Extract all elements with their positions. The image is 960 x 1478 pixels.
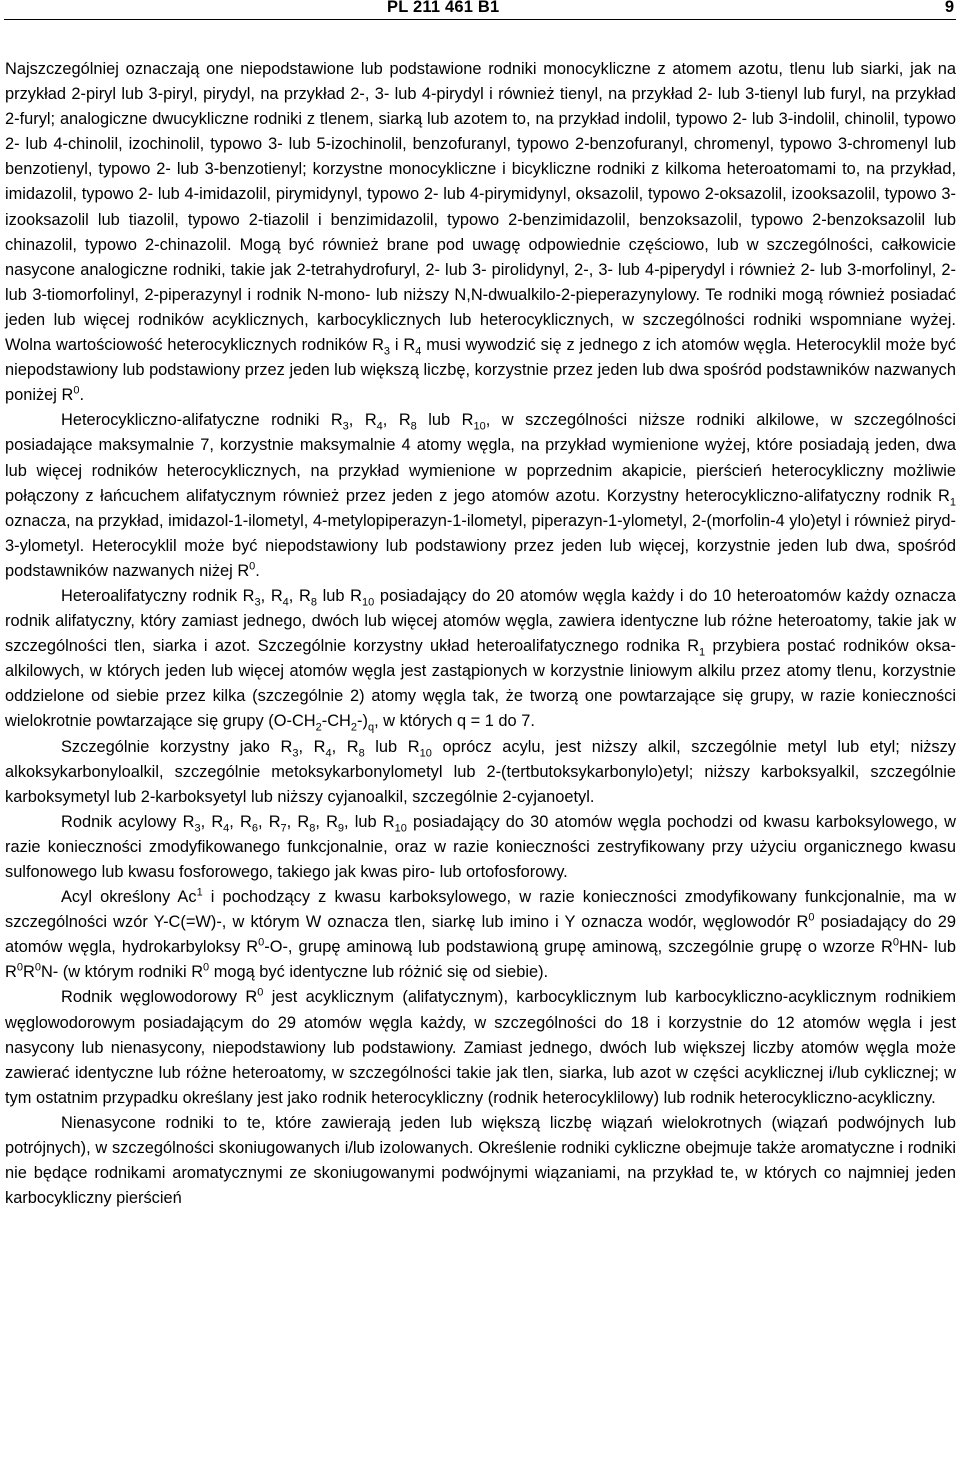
text-run: , R — [257, 812, 281, 831]
subscript: 1 — [949, 495, 956, 508]
paragraph — [5, 985, 956, 1110]
text-run: mogą być identyczne lub różnić się od siebie). — [209, 963, 549, 982]
text-run: Heterocykliczno-alifatyczne rodniki R — [61, 411, 343, 430]
text-run: posiadający do 20 atomów węgla każdy i do 10 heteroatomów każdy oznacza rodnik alifatyczny, który zamiast jednego, dwóch lub więcej atomów węgla, zawiera identyczne lub różne heteroatomy, takie jak w szczególności tlen, siarka i azot. Szczególnie korzystny układ heteroalifatycznego rodnika R — [5, 586, 956, 656]
text-run: . — [255, 561, 260, 580]
paragraph — [5, 408, 956, 584]
text-run: , lub R — [344, 812, 395, 831]
text-run: , R — [200, 812, 224, 831]
text-run: , R — [288, 586, 311, 605]
page-header — [0, 0, 960, 18]
subscript: 4 — [325, 746, 332, 759]
subscript: 10 — [361, 596, 375, 609]
subscript: 3 — [254, 596, 261, 609]
subscript: 4 — [282, 596, 289, 609]
superscript: 0 — [73, 384, 80, 397]
text-run: -O-, grupę aminową lub podstawioną grupę aminową, szczególnie grupę o wzorze R — [264, 938, 893, 957]
text-run: jest acyklicznym (alifatycznym), karbocyklicznym lub karbocykliczno-acyklicznym rodnikiem węglowodorowym posiadającym do 29 atomów węgla każdy, w szczególności do 18 i korzystnie do 12 atomów węgla i jest nasycony lub nienasycony, niepodstawiony lub podstawiony. Zamiast jednego, dwóch lub większej liczby atomów węgla może zawierać identyczne lub różne heteroatomy, w szczególności takie jak tlen, siarka, lub azot w części acyklicznej i/lub cyklicznej; w tym ostatnim przypadku określany jest jako rodnik heterocykliczny (rodnik heterocyklilowy) lub rodnik heterocykliczno-acykliczny. — [5, 988, 956, 1107]
superscript: 0 — [34, 961, 41, 974]
text-run: , w których q = 1 do 7. — [374, 712, 535, 731]
text-run: -CH — [321, 712, 351, 731]
subscript: 8 — [309, 822, 316, 835]
subscript: 2 — [350, 721, 358, 734]
text-run: Nienasycone rodniki to te, które zawierają jeden lub większą liczbę wiązań wielokrotnych (wiązań podwójnych lub potrójnych), w szczególności skoniugowanych i/lub izolowanych. Określenie rodniki cykliczne obejmuje także aromatyczne i rodniki nie będące rodnikami aromatycznymi ze skoniugowanymi podwójnymi wiązaniami, na przykład te, w których co najmniej jeden karbocykliczny pierścień — [5, 1113, 956, 1208]
text-run: , R — [298, 737, 326, 756]
superscript: 0 — [258, 936, 265, 949]
superscript: 0 — [257, 987, 264, 999]
superscript: 0 — [16, 961, 23, 974]
superscript: 0 — [203, 961, 210, 974]
superscript: 0 — [892, 936, 899, 949]
superscript: 0 — [249, 560, 256, 573]
text-run: , R — [229, 812, 252, 831]
paragraph — [5, 57, 956, 408]
subscript: 8 — [410, 420, 417, 433]
text-run: Najszczególniej oznaczają one niepodstawione lub podstawione rodniki monocykliczne z atomem azotu, tlenu lub siarki, jak na przykład 2-piryl lub 3-piryl, pirydyl, na przykład 2-, 3- lub 4-pirydyl i również tienyl, na przykład 2- lub 3-tienyl lub furyl, na przykład 2-furyl; analogiczne dwucykliczne rodniki z tlenem, siarką lub azotem to, na przykład indolil, typowo 2- lub 3-indolil, chinolil, typowo 2- lub 4-chinolil, izochinolil, typowo 3- lub 5-izochinolil, benzofuranyl, typowo 2-benzofuranyl, chromenyl, typowo 3-chromenyl lub benzotienyl, typowo 2- lub 3-benzotienyl; korzystne monocykliczne i bicykliczne rodniki z kilkoma heteroatomami to, na przykład, imidazolil, typowo 2- lub 4-imidazolil, pirymidynyl, typowo 2- lub 4-pirymidynyl, oksazolil, typowo 2-oksazolil, izooksazolil, typowo 3-izooksazolil lub tiazolil, typowo 2-tiazolil i benzimidazolil, typowo 2-benzimidazolil, benzoksazolil, typowo 2-benzoksazolil lub chinazolil, typowo 2-chinazolil. Mogą być również brane pod uwagę odpowiednie częściowo, lub w szczególności, całkowicie nasycone analogiczne rodniki, takie jak 2-tetrahydrofuryl, 2- lub 3- pirolidynyl, 2-, 3- lub 4-piperydyl i również 2- lub 3-morfolinyl, 2- lub 3-tiomorfolinyl, 2-piperazynyl i rodnik N-mono- lub niższy N,N-dwualkilo-2-pieperazynylowy. Te rodniki mogą również posiadać jeden lub więcej rodników acyklicznych, karbocyklicznych lub heterocyklicznych, w szczególności rodniki wspomniane wyżej. Wolna wartościowość heterocyklicznych rodników R — [5, 60, 956, 355]
text-run: , R — [331, 737, 359, 756]
text-run: posiadający do 29 atomów węgla, hydrokarbyloksy R — [5, 913, 957, 957]
text-run: posiadający do 30 atomów węgla pochodzi od kwasu karboksylowego, w razie konieczności zmodyfikowanego funkcjonalnie, oraz w razie konieczności zestryfikowany przy użyciu organicznego kwasu sulfonowego lub kwasu fosforowego, takiego jak kwas piro- lub ortofosforowy. — [5, 812, 956, 881]
text-run: Heteroalifatyczny rodnik R — [61, 586, 255, 605]
text-run: , R — [348, 411, 377, 430]
document-body — [5, 57, 956, 1211]
text-run: Acyl określony Ac — [61, 888, 197, 907]
text-run: , R — [260, 586, 283, 605]
header-divider — [4, 19, 956, 20]
subscript: q — [367, 721, 375, 734]
paragraph — [5, 735, 956, 810]
superscript: 0 — [808, 911, 815, 924]
subscript: 3 — [292, 746, 299, 759]
text-run: musi wywodzić się z jednego z ich atomów węgla. Heterocyklil może być niepodstawiony lub podstawiony przez jeden lub większą liczbę, korzystnie przez jeden lub dwa spośród podstawników nazwanych poniżej R — [5, 336, 956, 405]
text-run: . — [79, 386, 85, 405]
subscript: 1 — [699, 646, 706, 659]
superscript: 1 — [196, 886, 203, 899]
paragraph — [5, 1111, 956, 1211]
text-run: Szczególnie korzystny jako R — [61, 737, 293, 756]
text-run: przybiera postać rodników oksa-alkilowych, w których jeden lub więcej atomów węgla jest zastąpionych w korzystnie liniowym alkilu przez atomy tlenu, korzystnie oddzielone od siebie przez kilka (szczególnie 2) atomy węgla tak, że tworzą one powtarzające się grupy, w razie konieczności wielokrotnie powtarzające się grupy (O-CH — [5, 637, 956, 731]
text-run: oprócz acylu, jest niższy alkil, szczególnie metyl lub etyl; niższy alkoksykarbonyloalkil, szczególnie metoksykarbonylometyl lub 2-(tertbutoksykarbonylo)etyl; niższy karboksyalkil, szczególnie karboksymetyl lub 2-karboksyetyl lub niższy cyjanoalkil, szczególnie 2-cyjanoetyl. — [5, 737, 956, 806]
patent-number: PL 211 461 B1 — [387, 0, 500, 16]
paragraph — [5, 810, 956, 885]
text-run: i pochodzący z kwasu karboksylowego, w razie konieczności zmodyfikowany funkcjonalnie, ma w szczególności wzór Y-C(=W)-, w którym W oznacza tlen, siarkę lub imino i Y oznacza wodór, węglowodór R — [5, 888, 956, 932]
text-run: N- (w którym rodniki R — [40, 963, 204, 982]
text-run: Rodnik acylowy R — [61, 812, 195, 831]
text-run: , R — [315, 812, 338, 831]
subscript: 4 — [376, 420, 383, 433]
subscript: 6 — [251, 822, 258, 835]
subscript: 10 — [394, 822, 407, 835]
subscript: 10 — [473, 420, 486, 433]
page-number: 9 — [944, 0, 954, 16]
text-run: Rodnik węglowodorowy R — [61, 988, 258, 1007]
subscript: 4 — [415, 345, 422, 358]
paragraph — [5, 584, 956, 735]
subscript: 2 — [315, 721, 322, 734]
text-run: oznacza, na przykład, imidazol-1-ilometyl, 4-metylopiperazyn-1-ilometyl, piperazyn-1-ylometyl, 2-(morfolin-4 ylo)etyl i również piryd-3-ylometyl. Heterocyklil może być niepodstawiony lub podstawiony przez jeden lub więcej, korzystnie jeden lub dwa, spośród podstawników nazwanych niżej R — [5, 511, 956, 580]
text-run: R — [22, 963, 35, 982]
subscript: 3 — [383, 345, 391, 358]
text-run: , w szczególności niższe rodniki alkilowe, w szczególności posiadające maksymalnie 7, korzystnie maksymalnie 4 atomy węgla, na przykład wymienione wyżej, które posiadają jeden, dwa lub więcej rodników heterocyklicznych, na przykład wymienione w poprzednim akapicie, pierścień heterocykliczny możliwie połączony z łańcuchem alifatycznym również przez jeden z jego atomów azotu. Korzystny heterocykliczno-alifatyczny rodnik R — [5, 411, 956, 505]
subscript: 4 — [223, 822, 230, 835]
subscript: 7 — [280, 822, 287, 835]
text-run: i R — [390, 336, 416, 355]
subscript: 8 — [310, 596, 317, 609]
text-run: , R — [382, 411, 411, 430]
text-run: lub R — [316, 586, 362, 605]
text-run: lub R — [416, 411, 474, 430]
subscript: 8 — [358, 746, 365, 759]
text-run: HN- lub R — [5, 938, 956, 982]
text-run: -) — [357, 712, 368, 731]
text-run: lub R — [364, 737, 420, 756]
subscript: 3 — [194, 822, 201, 835]
text-run: , R — [286, 812, 310, 831]
subscript: 10 — [419, 746, 432, 759]
subscript: 3 — [342, 420, 349, 433]
subscript: 9 — [337, 822, 345, 835]
paragraph — [5, 885, 956, 985]
